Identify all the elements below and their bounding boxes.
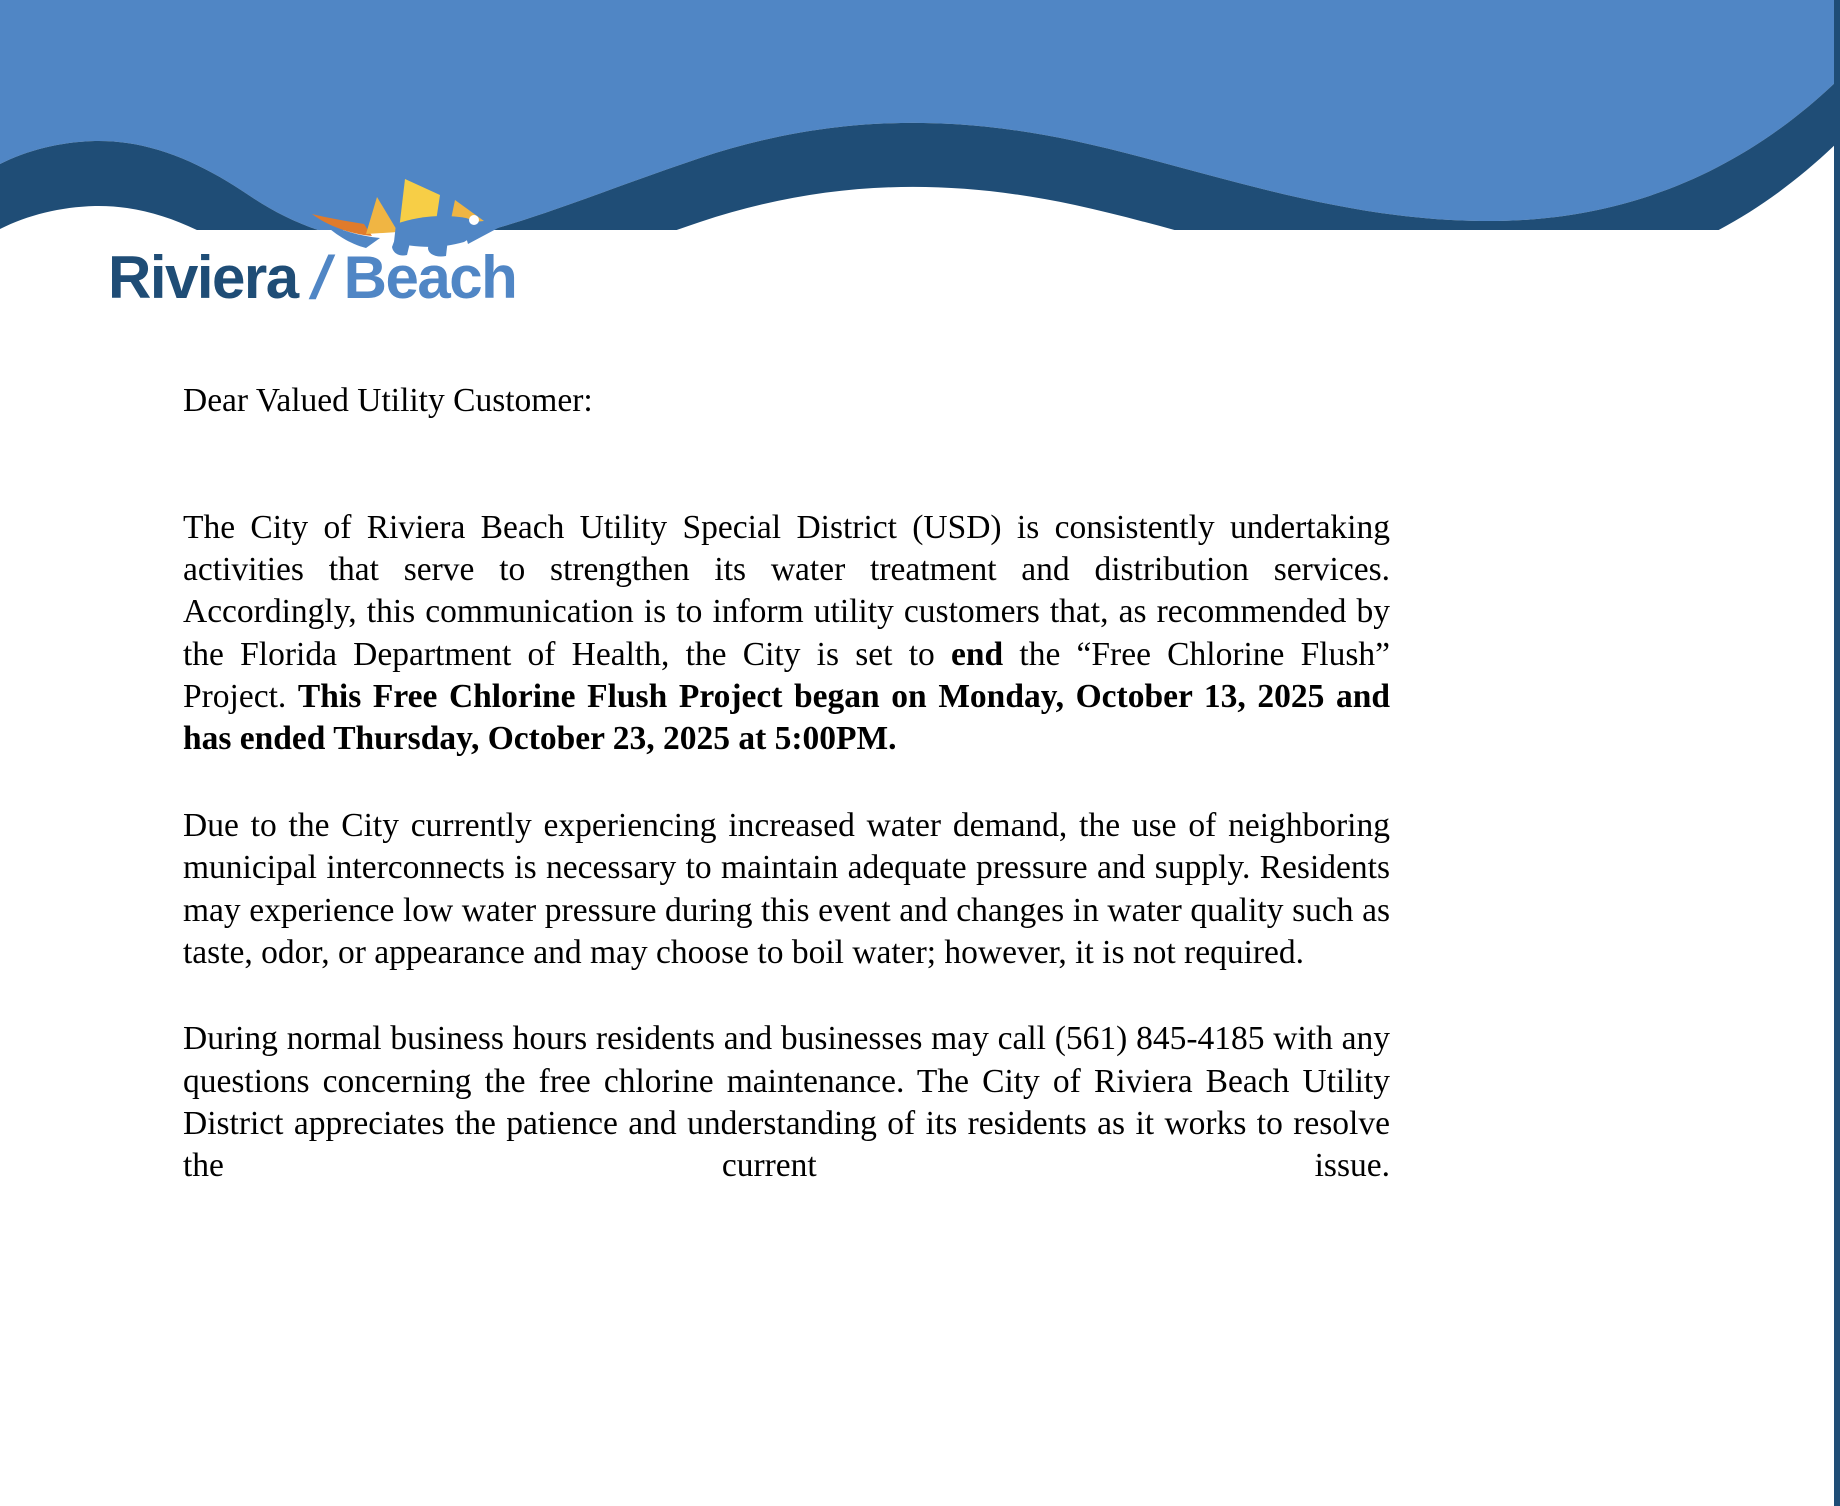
logo-word-riviera: Riviera bbox=[108, 244, 298, 311]
riviera-beach-logo bbox=[108, 150, 528, 325]
logo-separator-slash: / bbox=[304, 244, 337, 311]
paragraph-contact-info: During normal business hours residents and businesses may call (561) 845-4185 with any questions concerning the free chlorine maintenance. The City of Riviera Beach Utility District appreciates the patience and understanding of its residents as it works to resolve the current issue. bbox=[183, 1020, 1390, 1185]
fish-spike-gold bbox=[366, 197, 398, 234]
paragraph-project-end-notice bbox=[183, 507, 1390, 761]
logo-wordmark bbox=[108, 244, 517, 311]
letter-salutation: Dear Valued Utility Customer: bbox=[183, 382, 593, 419]
para1-segment-2: the “Free Chlorine Flush” Project. bbox=[183, 635, 1390, 716]
spacer bbox=[183, 761, 1390, 805]
paragraph-water-demand: Due to the City currently experiencing increased water demand, the use of neighboring municipal interconnects is necessary to maintain adequate pressure and supply. Residents may experience low water pressure during this event and changes in water quality such as taste, odor, or appearance and may choose to boil water; however, it is not required. bbox=[183, 806, 1390, 971]
letter-body bbox=[183, 380, 1390, 1230]
para1-segment-1: The City of Riviera Beach Utility Special District (USD) is consistently undertaking activities that serve to strengthen its water treatment and distribution services. Accordingly, this communication is to inform utility customers that, as recommended by the Florida Department of Health, the City is set to bbox=[183, 508, 1390, 673]
spacer bbox=[183, 423, 1390, 507]
para1-bold-dates: This Free Chlorine Flush Project began on Monday, October 13, 2025 and has ended Thursday, October 23, 2025 at 5:00PM. bbox=[183, 678, 1391, 758]
fish-eye bbox=[469, 215, 479, 225]
spacer bbox=[183, 974, 1390, 1018]
logo-word-beach: Beach bbox=[343, 244, 517, 311]
para1-bold-end: end bbox=[951, 635, 1004, 673]
